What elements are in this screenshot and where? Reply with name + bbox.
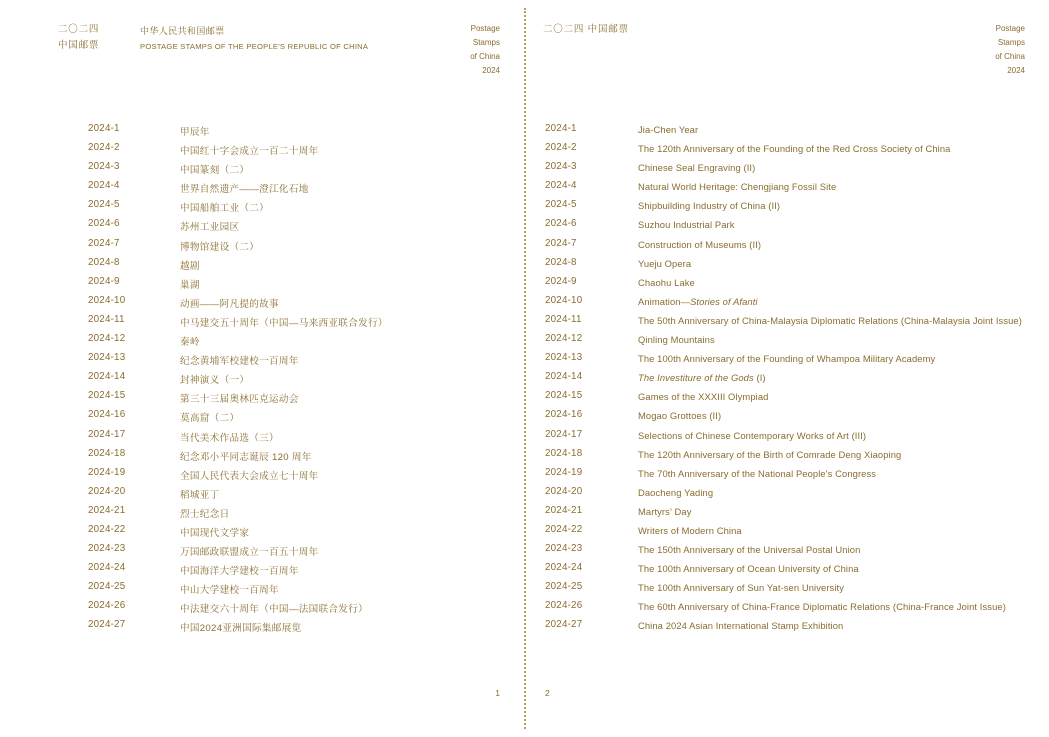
stamp-code: 2024-27 bbox=[88, 619, 126, 631]
stamp-title-en: Chaohu Lake bbox=[638, 276, 695, 288]
left-page bbox=[0, 0, 524, 737]
left-header-title-cn: 中华人民共和国邮票 bbox=[140, 26, 225, 36]
list-item bbox=[525, 332, 1049, 351]
list-item bbox=[525, 351, 1049, 370]
stamp-title-cn: 苏州工业园区 bbox=[180, 222, 240, 234]
stamp-title-cn: 当代美术作品选（三） bbox=[180, 432, 279, 444]
list-item bbox=[525, 580, 1049, 599]
stamp-code: 2024-18 bbox=[88, 447, 126, 459]
list-item bbox=[525, 599, 1049, 618]
stamp-code: 2024-3 bbox=[88, 161, 120, 173]
list-item bbox=[0, 447, 524, 466]
list-item bbox=[0, 122, 524, 141]
stamp-code: 2024-1 bbox=[545, 123, 577, 134]
stamp-code: 2024-15 bbox=[88, 390, 126, 402]
stamp-code: 2024-4 bbox=[88, 180, 120, 192]
stamp-code: 2024-12 bbox=[88, 333, 126, 345]
list-item bbox=[0, 256, 524, 275]
stamp-title-en: Daocheng Yading bbox=[638, 486, 714, 498]
page-number-right: 2 bbox=[545, 688, 550, 698]
stamp-title-en: The Investiture of the Gods (I) bbox=[638, 372, 766, 384]
right-header-year-cn bbox=[543, 22, 629, 38]
stamp-code: 2024-21 bbox=[545, 504, 583, 516]
list-item bbox=[0, 466, 524, 485]
stamp-title-en: The 120th Anniversary of the Founding of the Red Cross Society of China bbox=[638, 143, 951, 155]
list-item bbox=[525, 141, 1049, 160]
stamp-code: 2024-8 bbox=[545, 256, 577, 268]
list-item bbox=[525, 447, 1049, 466]
left-header-year-line1: 二〇二四 bbox=[58, 24, 100, 35]
list-item bbox=[525, 428, 1049, 447]
stamp-title-cn: 中国2024亚洲国际集邮展览 bbox=[180, 623, 302, 635]
stamp-code: 2024-21 bbox=[88, 504, 126, 516]
stamp-title-en: Martyrs' Day bbox=[638, 505, 692, 517]
list-item bbox=[0, 237, 524, 256]
stamp-title-en: The 60th Anniversary of China-France Diplomatic Relations (China-France Joint Issue) bbox=[638, 601, 1006, 613]
stamp-title-en: The 100th Anniversary of Ocean University of China bbox=[638, 563, 859, 575]
list-item bbox=[0, 408, 524, 427]
stamp-code: 2024-9 bbox=[545, 275, 577, 287]
left-header-year-cn bbox=[58, 22, 99, 54]
stamp-code: 2024-20 bbox=[88, 485, 126, 497]
list-item bbox=[0, 141, 524, 160]
stamp-title-en: The 120th Anniversary of the Birth of Comrade Deng Xiaoping bbox=[638, 448, 902, 460]
stamp-list-chinese bbox=[0, 122, 524, 638]
left-header-year-line2: 中国邮票 bbox=[58, 40, 100, 51]
stamp-title-en: The 50th Anniversary of China-Malaysia Diplomatic Relations (China-Malaysia Joint Issue) bbox=[638, 314, 1022, 326]
stamp-code: 2024-17 bbox=[88, 428, 126, 440]
stamp-title-cn: 稻城亚丁 bbox=[180, 489, 220, 501]
left-header-title bbox=[140, 23, 368, 55]
stamp-code: 2024-11 bbox=[545, 313, 582, 325]
list-item bbox=[0, 313, 524, 332]
stamp-title-cn: 烈士纪念日 bbox=[180, 508, 230, 520]
stamp-code: 2024-2 bbox=[88, 142, 120, 154]
list-item bbox=[0, 599, 524, 618]
stamp-title-cn: 纪念黄埔军校建校一百周年 bbox=[180, 356, 299, 368]
stamp-title-cn: 中马建交五十周年（中国—马来西亚联合发行） bbox=[180, 317, 388, 329]
stamp-code: 2024-4 bbox=[545, 180, 577, 192]
stamp-title-cn: 全国人民代表大会成立七十周年 bbox=[180, 470, 319, 482]
stamp-code: 2024-7 bbox=[88, 237, 120, 249]
right-page-header bbox=[525, 12, 1049, 75]
stamp-code: 2024-14 bbox=[88, 371, 126, 383]
list-item bbox=[525, 485, 1049, 504]
list-item bbox=[0, 389, 524, 408]
right-header-year-line2: 中国邮票 bbox=[587, 24, 629, 35]
list-item bbox=[525, 504, 1049, 523]
stamp-title-en: Writers of Modern China bbox=[638, 524, 742, 536]
list-item bbox=[525, 523, 1049, 542]
list-item bbox=[525, 237, 1049, 256]
left-header-title-en: POSTAGE STAMPS OF THE PEOPLE'S REPUBLIC OF CHINA bbox=[140, 42, 369, 51]
right-page bbox=[525, 0, 1049, 737]
stamp-title-en: The 100th Anniversary of Sun Yat-sen University bbox=[638, 582, 845, 594]
stamp-title-cn: 中山大学建校一百周年 bbox=[180, 585, 279, 597]
stamp-title-cn: 中国海洋大学建校一百周年 bbox=[180, 566, 299, 578]
left-header-edition-line2: Stamps bbox=[472, 38, 500, 47]
stamp-code: 2024-10 bbox=[545, 294, 583, 306]
page-number-left: 1 bbox=[495, 688, 500, 698]
list-item bbox=[0, 351, 524, 370]
stamp-code: 2024-1 bbox=[88, 123, 120, 134]
stamp-title-en: Jia-Chen Year bbox=[638, 124, 699, 135]
stamp-title-cn: 莫高窟（二） bbox=[180, 413, 240, 425]
list-item bbox=[525, 122, 1049, 141]
stamp-code: 2024-18 bbox=[545, 447, 583, 459]
stamp-title-en: The 150th Anniversary of the Universal Postal Union bbox=[638, 544, 861, 556]
stamp-code: 2024-22 bbox=[88, 523, 126, 535]
list-item bbox=[525, 561, 1049, 580]
stamp-title-cn: 博物馆建设（二） bbox=[180, 241, 260, 253]
list-item bbox=[0, 542, 524, 561]
stamp-code: 2024-14 bbox=[545, 371, 583, 383]
right-header-edition-line1: Postage bbox=[995, 24, 1025, 33]
stamp-title-en: Natural World Heritage: Chengjiang Fossil Site bbox=[638, 181, 837, 193]
stamp-title-en: Suzhou Industrial Park bbox=[638, 219, 735, 231]
list-item bbox=[525, 294, 1049, 313]
stamp-title-cn: 秦岭 bbox=[180, 337, 200, 349]
stamp-title-cn: 中国船舶工业（二） bbox=[180, 203, 270, 215]
list-item bbox=[0, 294, 524, 313]
list-item bbox=[525, 198, 1049, 217]
right-header-edition bbox=[995, 22, 1025, 78]
stamp-code: 2024-5 bbox=[545, 199, 577, 211]
list-item bbox=[525, 542, 1049, 561]
list-item bbox=[0, 485, 524, 504]
list-item bbox=[0, 618, 524, 637]
stamp-code: 2024-24 bbox=[545, 562, 583, 574]
stamp-code: 2024-13 bbox=[88, 352, 126, 364]
stamp-code: 2024-26 bbox=[545, 600, 583, 612]
list-item bbox=[525, 466, 1049, 485]
stamp-code: 2024-10 bbox=[88, 294, 126, 306]
stamp-title-cn: 中法建交六十周年（中国—法国联合发行） bbox=[180, 604, 368, 616]
stamp-title-en: Chinese Seal Engraving (II) bbox=[638, 162, 756, 174]
left-page-header bbox=[0, 12, 524, 75]
stamp-code: 2024-27 bbox=[545, 619, 583, 631]
stamp-title-cn: 巢湖 bbox=[180, 279, 200, 291]
list-item bbox=[525, 275, 1049, 294]
list-item bbox=[0, 561, 524, 580]
right-header-year-line1: 二〇二四 bbox=[543, 24, 585, 35]
stamp-code: 2024-20 bbox=[545, 485, 583, 497]
stamp-title-en: Yueju Opera bbox=[638, 257, 692, 269]
stamp-title-cn: 第三十三届奥林匹克运动会 bbox=[180, 394, 299, 406]
stamp-code: 2024-19 bbox=[88, 466, 126, 478]
stamp-title-cn: 封神演义（一） bbox=[180, 375, 250, 387]
stamp-code: 2024-12 bbox=[545, 333, 583, 345]
stamp-title-cn: 万国邮政联盟成立一百五十周年 bbox=[180, 547, 319, 559]
stamp-title-en: Construction of Museums (II) bbox=[638, 238, 762, 250]
list-item bbox=[0, 217, 524, 236]
stamp-code: 2024-24 bbox=[88, 562, 126, 574]
list-item bbox=[525, 618, 1049, 637]
list-item bbox=[525, 160, 1049, 179]
stamp-code: 2024-9 bbox=[88, 275, 120, 287]
stamp-code: 2024-19 bbox=[545, 466, 583, 478]
stamp-title-cn: 中国篆刻（二） bbox=[180, 165, 250, 177]
list-item bbox=[0, 160, 524, 179]
list-item bbox=[525, 389, 1049, 408]
stamp-title-cn: 纪念邓小平同志诞辰 120 周年 bbox=[180, 451, 312, 463]
stamp-code: 2024-16 bbox=[88, 409, 126, 421]
stamp-title-en: Games of the XXXIII Olympiad bbox=[638, 391, 769, 403]
stamp-code: 2024-5 bbox=[88, 199, 120, 211]
stamp-title-cn: 动画——阿凡提的故事 bbox=[180, 298, 279, 310]
stamp-title-cn: 甲辰年 bbox=[180, 127, 210, 138]
right-header-edition-line3: of China bbox=[995, 52, 1025, 61]
stamp-title-cn: 越剧 bbox=[180, 260, 200, 272]
right-header-edition-line4: 2024 bbox=[1007, 66, 1025, 75]
list-item bbox=[525, 217, 1049, 236]
stamp-code: 2024-23 bbox=[88, 543, 126, 555]
stamp-title-cn: 中国红十字会成立一百二十周年 bbox=[180, 146, 319, 158]
stamp-code: 2024-2 bbox=[545, 142, 577, 154]
list-item bbox=[525, 179, 1049, 198]
stamp-code: 2024-6 bbox=[545, 218, 577, 230]
left-header-edition-line4: 2024 bbox=[482, 66, 500, 75]
list-item bbox=[525, 256, 1049, 275]
stamp-title-en: Qinling Mountains bbox=[638, 334, 715, 346]
stamp-code: 2024-3 bbox=[545, 161, 577, 173]
stamp-code: 2024-16 bbox=[545, 409, 583, 421]
list-item bbox=[0, 370, 524, 389]
stamp-code: 2024-6 bbox=[88, 218, 120, 230]
stamp-code: 2024-26 bbox=[88, 600, 126, 612]
stamp-title-en: Shipbuilding Industry of China (II) bbox=[638, 200, 781, 212]
list-item bbox=[0, 504, 524, 523]
list-item bbox=[525, 408, 1049, 427]
list-item bbox=[0, 332, 524, 351]
stamp-code: 2024-25 bbox=[545, 581, 583, 593]
list-item bbox=[0, 198, 524, 217]
right-header-edition-line2: Stamps bbox=[997, 38, 1025, 47]
left-header-edition-line3: of China bbox=[470, 52, 500, 61]
stamp-code: 2024-7 bbox=[545, 237, 577, 249]
stamp-code: 2024-8 bbox=[88, 256, 120, 268]
stamp-title-cn: 中国现代文学家 bbox=[180, 527, 250, 539]
list-item bbox=[0, 580, 524, 599]
stamp-title-en: Selections of Chinese Contemporary Works of Art (III) bbox=[638, 429, 867, 441]
stamp-code: 2024-11 bbox=[88, 313, 125, 325]
list-item bbox=[0, 428, 524, 447]
stamp-code: 2024-23 bbox=[545, 543, 583, 555]
stamp-title-en: The 100th Anniversary of the Founding of Whampoa Military Academy bbox=[638, 353, 936, 365]
stamp-code: 2024-13 bbox=[545, 352, 583, 364]
list-item bbox=[0, 523, 524, 542]
stamp-code: 2024-15 bbox=[545, 390, 583, 402]
stamp-list-english bbox=[525, 122, 1049, 638]
stamp-title-cn: 世界自然遗产——澄江化石地 bbox=[180, 184, 309, 196]
left-header-edition bbox=[470, 22, 500, 78]
stamp-title-en: China 2024 Asian International Stamp Exhibition bbox=[638, 620, 844, 632]
stamp-title-en: The 70th Anniversary of the National People's Congress bbox=[638, 467, 877, 479]
stamp-title-en: Mogao Grottoes (II) bbox=[638, 410, 722, 422]
list-item bbox=[525, 313, 1049, 332]
list-item bbox=[0, 275, 524, 294]
stamp-code: 2024-25 bbox=[88, 581, 126, 593]
stamp-code: 2024-22 bbox=[545, 523, 583, 535]
left-header-edition-line1: Postage bbox=[470, 24, 500, 33]
list-item bbox=[525, 370, 1049, 389]
stamp-code: 2024-17 bbox=[545, 428, 583, 440]
list-item bbox=[0, 179, 524, 198]
stamp-title-en: Animation—Stories of Afanti bbox=[638, 295, 758, 307]
